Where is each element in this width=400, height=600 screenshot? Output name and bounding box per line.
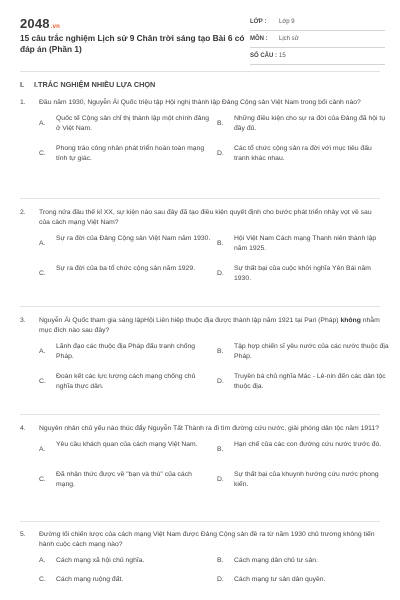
option-letter: D. — [217, 150, 224, 157]
option-letter: D. — [217, 378, 224, 385]
option-text: Sự thất bại của khuynh hướng cứu nước phong kiến. — [234, 471, 379, 488]
section-heading — [20, 80, 155, 89]
option-text: Đã nhận thức được về "bạn và thù" của cách mạng. — [56, 471, 192, 488]
option-b[interactable] — [217, 234, 389, 254]
option-text: Truyền bá chủ nghĩa Mác - Lê-nin đến các dân tộc thuộc địa. — [234, 373, 386, 390]
question-number: 3. — [20, 317, 26, 324]
question-5 — [20, 530, 382, 596]
option-text: Hạn chế của các con đường cứu nước trước đó. — [234, 441, 382, 448]
option-letter: D. — [217, 576, 224, 583]
meta-key: SỐ CÂU : — [250, 53, 277, 59]
options — [39, 342, 389, 402]
option-text: Cách mạng dân chủ tư sản. — [234, 557, 318, 564]
option-text: Lãnh đạo các thuộc địa Pháp đấu tranh chống Pháp. — [56, 343, 196, 360]
option-text: Quốc tế Cộng sản chỉ thị thành lập một chính đảng ở Việt Nam. — [56, 115, 210, 132]
logo-ext: .vn — [50, 24, 61, 30]
option-text: Sự ra đời của Đảng Cộng sản Việt Nam năm 1930. — [56, 235, 211, 242]
question-text — [20, 424, 382, 434]
option-b[interactable] — [217, 342, 389, 362]
option-letter: B. — [217, 557, 224, 564]
question-text — [20, 208, 382, 228]
option-letter: C. — [39, 270, 46, 277]
question-number: 5. — [20, 531, 26, 538]
option-a[interactable] — [39, 556, 211, 566]
meta-row-subject — [250, 31, 385, 48]
options — [39, 114, 386, 174]
question-2 — [20, 208, 382, 294]
option-letter: B. — [217, 120, 224, 127]
divider — [20, 198, 380, 199]
option-text: Hội Việt Nam Cách mạng Thanh niên thành lập năm 1925. — [234, 235, 377, 252]
option-text: Tập hợp chiến sĩ yêu nước của các nước thuộc địa Pháp. — [234, 343, 389, 360]
option-letter: A. — [39, 446, 46, 453]
option-text: Cách mạng xã hội chủ nghĩa. — [56, 557, 145, 564]
option-letter: C. — [39, 576, 46, 583]
meta-key: MÔN : — [250, 36, 268, 42]
section-title: I.TRẮC NGHIỆM NHIỀU LỰA CHỌN — [34, 80, 156, 89]
option-d[interactable] — [217, 470, 389, 490]
option-d[interactable] — [217, 144, 389, 164]
option-text: Cách mạng tư sản dân quyền. — [234, 576, 326, 583]
option-text: Sự thất bại của cuộc khởi nghĩa Yên Bái năm 1930. — [234, 265, 371, 282]
header — [0, 0, 400, 68]
meta-table — [250, 14, 385, 65]
site-logo[interactable] — [20, 16, 60, 31]
options — [39, 234, 381, 294]
meta-row-count — [250, 48, 385, 65]
divider — [20, 521, 380, 522]
option-c[interactable] — [39, 144, 211, 164]
option-c[interactable] — [39, 575, 211, 585]
option-b[interactable] — [217, 556, 389, 566]
question-stem-end: nhằm mục đích nào sau đây? — [39, 317, 380, 334]
option-a[interactable] — [39, 114, 211, 134]
option-d[interactable] — [217, 372, 389, 392]
meta-key: LỚP : — [250, 19, 267, 25]
option-letter: A. — [39, 120, 46, 127]
option-text: Sự ra đời của ba tổ chức cộng sản năm 1929. — [56, 265, 196, 272]
option-letter: C. — [39, 378, 46, 385]
option-d[interactable] — [217, 575, 389, 585]
meta-row-class — [250, 14, 385, 31]
question-number: 4. — [20, 425, 26, 432]
option-a[interactable] — [39, 440, 211, 453]
meta-value: Lịch sử — [279, 36, 299, 42]
logo-text: 2048 — [20, 16, 50, 31]
question-text — [20, 530, 382, 550]
divider — [20, 306, 380, 307]
option-b[interactable] — [217, 440, 389, 453]
option-letter: C. — [39, 150, 46, 157]
question-text — [20, 316, 382, 336]
option-text: Cách mạng ruộng đất. — [56, 576, 124, 583]
meta-value: 15 — [279, 53, 286, 59]
question-3 — [20, 316, 389, 402]
question-stem: Đường lối chiến lược của cách mạng Việt Nam được Đảng Cộng sản đề ra từ năm 1930 chủ trương không tiến hành cuộc cách mạng nào? — [39, 531, 375, 548]
option-text: Yêu cầu khách quan của cách mạng Việt Nam. — [56, 441, 198, 448]
question-stem: Đầu năm 1930, Nguyễn Ái Quốc triệu tập Hội nghị thành lập Đảng Cộng sản Việt Nam trong bối cảnh nào? — [39, 99, 361, 106]
option-letter: D. — [217, 270, 224, 277]
option-c[interactable] — [39, 372, 211, 392]
option-d[interactable] — [217, 264, 389, 284]
option-letter: A. — [39, 557, 46, 564]
option-letter: A. — [39, 348, 46, 355]
option-letter: A. — [39, 240, 46, 247]
question-emphasis: không — [340, 317, 361, 324]
divider — [20, 414, 380, 415]
question-1 — [20, 98, 386, 174]
question-text — [20, 98, 382, 108]
option-c[interactable] — [39, 470, 211, 490]
option-text: Đoàn kết các lực lượng cách mạng chống chủ nghĩa thực dân. — [56, 373, 196, 390]
option-letter: B. — [217, 348, 224, 355]
page-title: 15 câu trắc nghiệm Lịch sử 9 Chân trời sáng tạo Bài 6 có đáp án (Phần 1) — [20, 33, 245, 54]
divider — [20, 71, 380, 72]
option-a[interactable] — [39, 342, 211, 362]
option-letter: B. — [217, 240, 224, 247]
question-stem: Trong nửa đầu thế kỉ XX, sự kiện nào sau đây đã tạo điều kiện quyết định cho bước phát triển nhảy vọt về sau của cách mạng Việt Nam? — [39, 209, 372, 226]
question-number: 2. — [20, 209, 26, 216]
option-text: Các tổ chức cộng sản ra đời với mục tiêu đấu tranh khác nhau. — [234, 145, 372, 162]
option-c[interactable] — [39, 264, 211, 277]
question-4 — [20, 424, 382, 500]
option-letter: C. — [39, 476, 46, 483]
section-number: I. — [20, 80, 25, 89]
options — [39, 440, 381, 500]
options — [39, 556, 381, 596]
option-letter: B. — [217, 446, 224, 453]
question-number: 1. — [20, 99, 26, 106]
meta-value: Lớp 9 — [279, 19, 295, 25]
question-stem: Nguyễn Ái Quốc tham gia sáng lậpHội Liên hiệp thuộc địa được thành lập năm 1921 tại Pari (Pháp) — [39, 317, 341, 324]
option-text: Những điều kiện cho sự ra đời của Đảng đã hội tụ đầy đủ. — [234, 115, 386, 132]
question-stem: Nguyên nhân chủ yếu nào thúc đẩy Nguyễn Tất Thành ra đi tìm đường cứu nước, giải phóng dân tộc năm 1911? — [39, 425, 379, 432]
option-b[interactable] — [217, 114, 389, 134]
option-letter: D. — [217, 476, 224, 483]
option-text: Phong trào công nhân phát triển hoàn toàn mạng tính tự giác. — [56, 145, 205, 162]
option-a[interactable] — [39, 234, 211, 247]
